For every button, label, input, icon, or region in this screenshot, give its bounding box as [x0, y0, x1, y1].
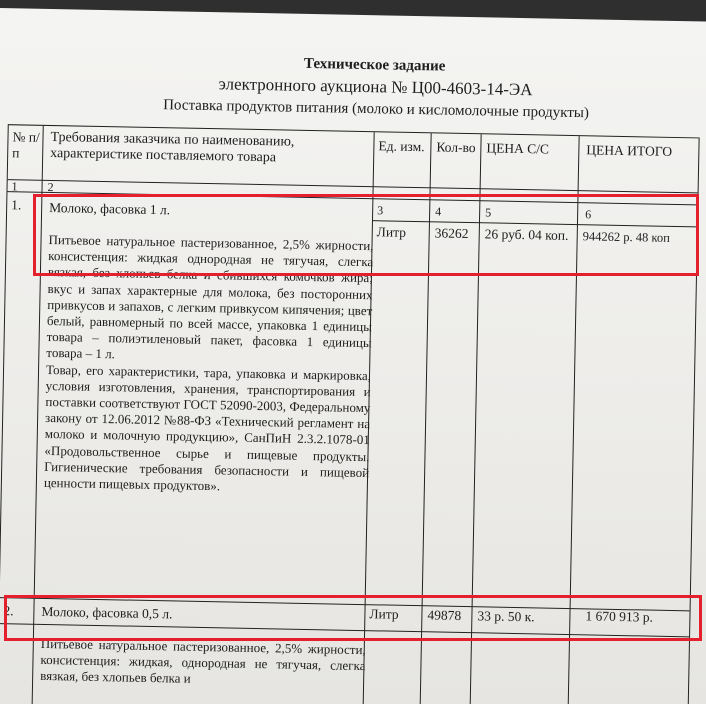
- row1-num: 1.: [11, 197, 22, 213]
- row1-name: Молоко, фасовка 1 л.: [49, 199, 171, 218]
- row2-qty: 49878: [427, 607, 462, 623]
- row2-unit: Литр: [369, 606, 399, 622]
- row1-total: 944262 р. 48 коп: [582, 229, 670, 245]
- highlight-box-row1: [33, 194, 699, 276]
- row1-desc-standards: Товар, его характеристики, тара, упаковка и маркировка, условия изготовления, хранения, транспортирования и поставки соответствуют ГОСТ 52090-2003, Федеральному закону от 12.06.2012 №88-ФЗ «Технический регламент на молоко и молочную продукцию», СанПиН 2.3.2.1078-01 «Продовольственное сырье и пищевые продукты. Гигиенические требования безопасности и пищевой ценности пищевых продуктов».: [43, 361, 372, 494]
- header-qty: Кол-во: [436, 139, 476, 156]
- col-number: 3: [377, 203, 384, 218]
- highlight-box-row2: [4, 595, 702, 641]
- row1-price: 26 руб. 04 коп.: [484, 226, 569, 243]
- doc-subject: Поставка продуктов питания (молоко и кисломолочные продукты): [163, 97, 590, 122]
- header-num: № п/ п: [12, 129, 40, 161]
- header-total: ЦЕНА ИТОГО: [586, 142, 673, 159]
- row1-qty: 36262: [434, 225, 469, 242]
- row2-price: 33 р. 50 к.: [477, 608, 535, 625]
- header-unit: Ед. изм.: [378, 138, 425, 155]
- row2-total: 1 670 913 р.: [585, 608, 654, 625]
- row1-desc-properties: Питьевое натуральное пастеризованное, 2,5% жирности, консистенция: жидкая однородная не тягучая, слегка вязкая, без хлопьев белка и сбившихся комочков жира; вкус и запах характерные для молока, без посторонних привкусов и запахов, с легким привкусом кипячения; цвет белый, равномерный по всей массе, упаковка 1 единицы товара – полиэтиленовый пакет, фасовка 1 единицы товара – 1 л.: [46, 231, 374, 362]
- col-number: 1: [11, 179, 18, 194]
- header-price: ЦЕНА С/С: [486, 140, 550, 157]
- row2-num: 2.: [3, 603, 14, 619]
- col-number: 6: [585, 207, 592, 222]
- row2-name: Молоко, фасовка 0,5 л.: [41, 603, 173, 622]
- row1-unit: Литр: [376, 224, 407, 240]
- row2-desc-properties: Питьевое натуральное пастеризованное, 2,5% жирности, консистенция: жидкая, однородная не тягучая, слегка вязкая, без хлопьев белка и: [40, 635, 366, 687]
- col-number: 5: [485, 205, 492, 220]
- col-number: 4: [435, 204, 442, 219]
- doc-title: Техническое задание: [303, 55, 446, 75]
- header-requirements: Требования заказчика по наименованию, характеристике поставляемого товара: [50, 129, 295, 166]
- col-number: 2: [47, 179, 54, 195]
- doc-subtitle: электронного аукциона № Ц00-4603-14-ЭА: [218, 74, 533, 100]
- row2-description: [40, 636, 366, 691]
